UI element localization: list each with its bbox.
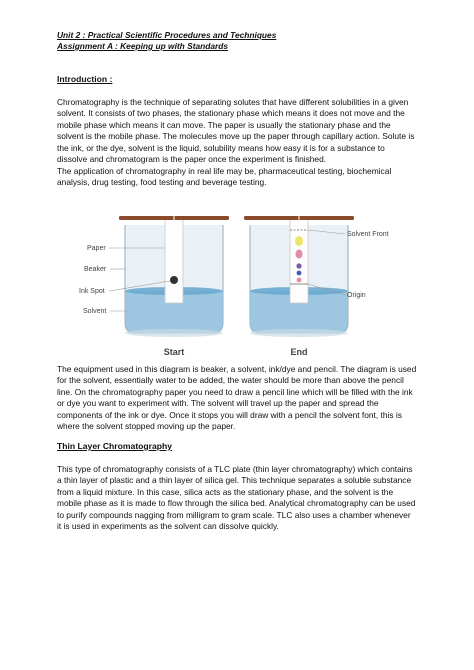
tlc-paragraph: This type of chromatography consists of a TLC plate (thin layer chromatography) which contains a thin layer of plastic and a thin layer of silica gel. This technique separates a soluble substance from a liquid mixture. In this case, silica acts as the stationary phase, and the solvent is the mobile phase as it is made to flow through the silica bed. Analytical chromatography can be used to purify compounds nagging from milligram to gram scale. TLC also uses a chamber whenever it is used in experiments as the solvent can dissolve quickly.	[57, 464, 416, 532]
unit-title: Unit 2 : Practical Scientific Procedures and Techniques	[57, 30, 277, 40]
introduction-heading: Introduction :	[57, 74, 113, 84]
ink-spot-dot	[170, 276, 178, 284]
tlc-heading: Thin Layer Chromatography	[57, 441, 173, 451]
caption-start: Start	[163, 347, 185, 357]
chromatography-diagram	[57, 205, 417, 363]
caption-end: End	[290, 347, 308, 357]
label-solvent-front: Solvent Front	[347, 231, 389, 238]
assignment-title: Assignment A : Keeping up with Standards	[57, 41, 229, 51]
label-solvent: Solvent	[83, 308, 107, 315]
applications-paragraph: The application of chromatography in real life may be, pharmaceutical testing, biochemical analysis, drug testing, food testing and beverage testing.	[57, 166, 392, 188]
equipment-paragraph: The equipment used in this diagram is beaker, a solvent, ink/dye and pencil. The diagram is used for the solvent, essentially water to be added, the water should be more than above the pencil line. On the chromatography paper you need to draw a pencil line which will be filled with the ink or dye you want to experiment with. The solvent will travel up the paper and spread the components of the ink or dye. Once it stops you will draw with a pencil the solvent font, this is where the solvent stopped moving up the paper.	[57, 364, 417, 432]
label-beaker: Beaker	[84, 266, 107, 273]
label-ink-spot: Ink Spot	[79, 288, 105, 295]
label-paper: Paper	[87, 245, 106, 252]
introduction-paragraph: Chromatography is the technique of separating solutes that have different solubilities in a given solvent. It consists of two phases, the stationary phase which means it does not move and the mobile phase which means it can move. The paper is usually the stationary phase and the solvent is the mobile phase. The molecules move up the paper through capillary action. Solute is the ink, or the dye, solvent is the liquid, solubility means how easy it is for a substance to dissolve and chromatogram is the paper once the experiment is finished.	[57, 97, 415, 165]
label-origin: Origin	[347, 292, 366, 299]
start-beaker	[119, 215, 229, 337]
chromatography-diagram-svg	[57, 205, 417, 363]
